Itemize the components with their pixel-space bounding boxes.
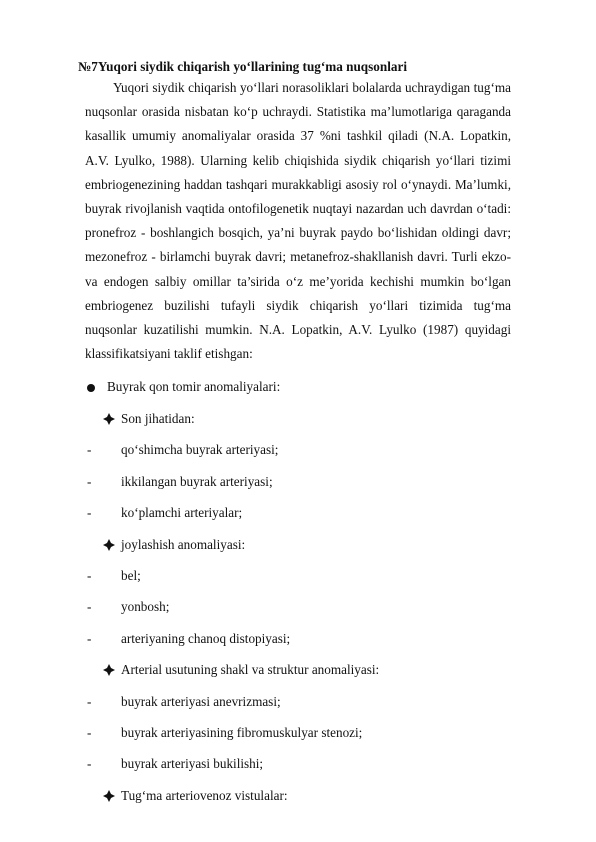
list-item: buyrak arteriyasi anevrizmasi; [121, 694, 281, 709]
diamond-bullet-icon [103, 413, 115, 425]
dash-marker: - [87, 756, 92, 771]
section-title: №7Yuqori siydik chiqarish yo‘llarining tug‘ma nuqsonlari [78, 59, 407, 74]
dash-marker: - [87, 725, 92, 740]
list-item: buyrak arteriyasi bukilishi; [121, 756, 264, 771]
list-item: qo‘shimcha buyrak arteriyasi; [121, 442, 279, 457]
intro-paragraph: Yuqori siydik chiqarish yo‘llari norasoliklari bolalarda uchraydigan tug‘ma nuqsonlar orasida nisbatan ko‘p uchraydi. Statistika ma’lumotlariga qaraganda kasallik umumiy anomaliyalar orasida 37 %ni tashkil qiladi (N.A. Lopatkin, A.V. Lyulko, 1988). Ularning kelib chiqishida siydik chiqarish yo‘llari tizimi embriogenezining haddan tashqari murakkabligi asosiy rol o‘ynaydi. Ma’lumki, buyrak rivojlanish vaqtida ontofilogenetik nuqtayi nazardan uch davrdan o‘tadi: pronefroz - boshlangich bosqich, ya’ni buyrak paydo bo‘lishidan oldingi davr; mezonefroz - birlamchi buyrak davri; metanefroz-shakllanish davri. Turli ekzo- va endogen salbiy omillar ta’sirida o‘z me’yorida kechishi mumkin bo‘lgan embriogenez buzilishi tufayli siydik chiqarish yo‘llari tizimida tug‘ma nuqsonlar kuzatilishi mumkin. N.A. Lopatkin, A.V. Lyulko (1987) quyidagi klassifikatsiyani taklif etishgan: [85, 80, 511, 362]
dash-marker: - [87, 474, 92, 489]
diamond-bullet-icon [103, 790, 115, 802]
list-subheading: joylashish anomaliyasi: [121, 537, 246, 552]
list-subheading: Son jihatidan: [121, 411, 195, 426]
list-subheading: Tug‘ma arteriovenoz vistulalar: [121, 788, 288, 803]
dash-marker: - [87, 442, 92, 457]
diamond-bullet-icon [103, 539, 115, 551]
list-item: buyrak arteriyasining fibromuskulyar stenozi; [121, 725, 363, 740]
dash-marker: - [87, 631, 92, 646]
dash-marker: - [87, 568, 92, 583]
list-item: yonbosh; [121, 599, 170, 614]
list-item: ikkilangan buyrak arteriyasi; [121, 474, 273, 489]
dash-marker: - [87, 599, 92, 614]
list-item: bel; [121, 568, 141, 583]
bullet-heading: Buyrak qon tomir anomaliyalari: [107, 379, 281, 394]
list-subheading: Arterial usutuning shakl va struktur anomaliyasi: [121, 662, 380, 677]
list-item: arteriyaning chanoq distopiyasi; [121, 631, 291, 646]
dash-marker: - [87, 694, 92, 709]
dash-marker: - [87, 505, 92, 520]
diamond-bullet-icon [103, 664, 115, 676]
list-item: ko‘plamchi arteriyalar; [121, 505, 243, 520]
bullet-icon [87, 384, 95, 392]
